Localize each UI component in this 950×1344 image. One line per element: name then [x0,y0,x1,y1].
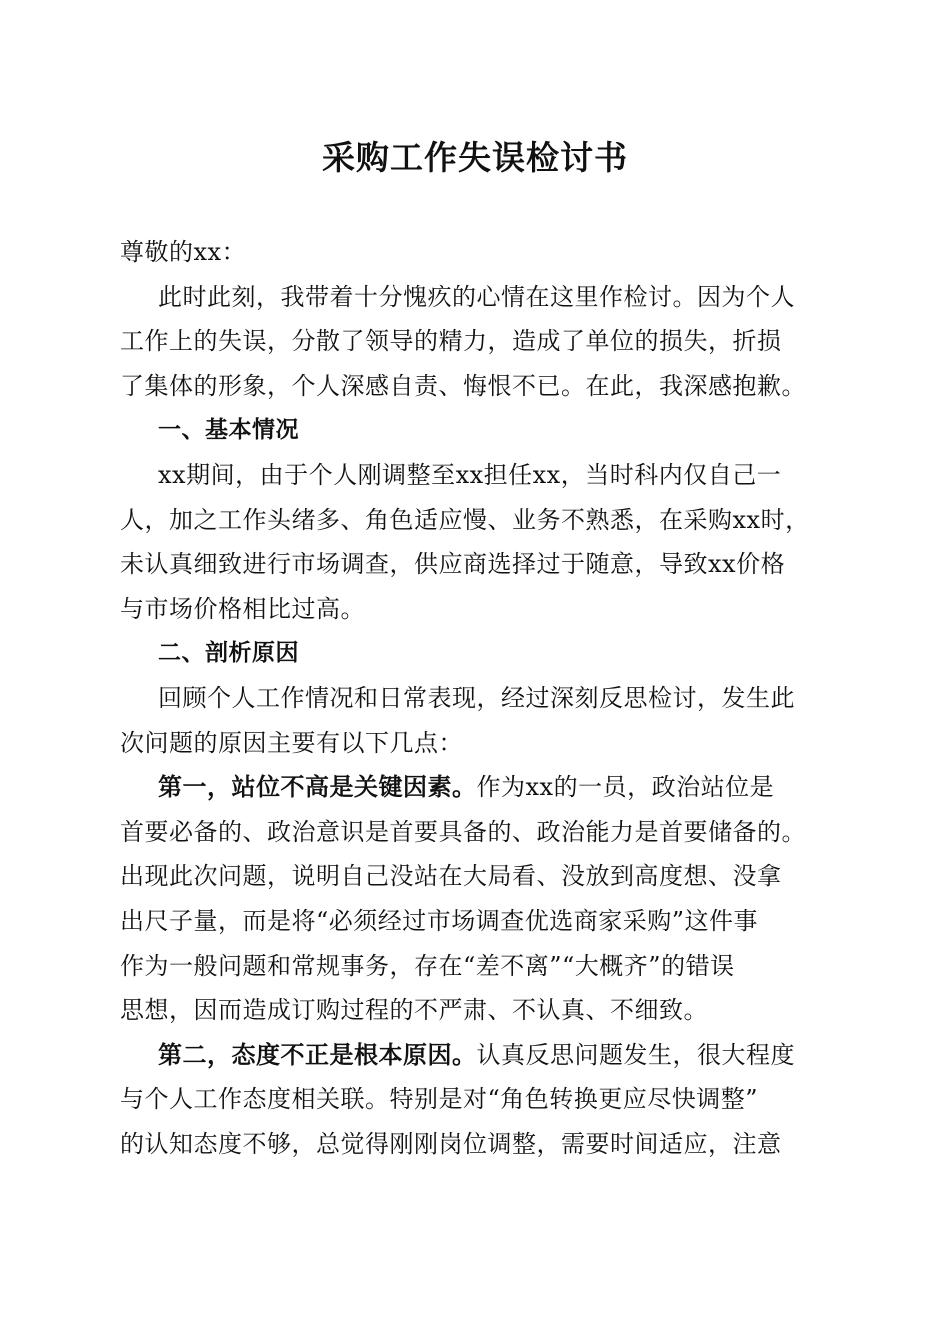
document-title: 采购工作失误检讨书 [322,138,628,177]
paragraph-line: 与个人工作态度相关联。特别是对“角色转换更应尽快调整” [120,1085,759,1114]
point-one-text: 作为xx的一员，政治站位是 [476,773,775,802]
paragraph-line: 回顾个人工作情况和日常表现，经过深刻反思检讨，发生此 [158,683,795,712]
section-heading-basic-situation: 一、基本情况 [158,417,299,444]
salutation: 尊敬的xx： [120,238,247,266]
section-heading-cause-analysis: 二、剖析原因 [158,640,299,667]
paragraph-line: 与市场价格相比过高。 [120,594,365,623]
document-body [120,230,840,1166]
paragraph-line: 作为一般问题和常规事务，存在“差不离”“大概齐”的错误 [120,951,735,980]
paragraph-line: 此时此刻，我带着十分愧疚的心情在这里作检讨。因为个人 [158,282,795,311]
paragraph-line: 出尺子量，而是将“必须经过市场调查优选商家采购”这件事 [120,906,759,935]
paragraph-line: 首要必备的、政治意识是首要具备的、政治能力是首要储备的。 [120,817,806,846]
paragraph-line [120,1033,840,1078]
paragraph-line: 次问题的原因主要有以下几点： [120,728,463,757]
paragraph-line: 思想，因而造成订购过程的不严肃、不认真、不细致。 [120,996,708,1025]
paragraph-line [120,765,840,810]
paragraph-line: 未认真细致进行市场调查，供应商选择过于随意，导致xx价格 [120,550,786,579]
paragraph-line: xx期间，由于个人刚调整至xx担任xx，当时科内仅自己一 [158,460,782,489]
paragraph-line: 了集体的形象，个人深感自责、悔恨不已。在此，我深感抱歉。 [120,371,806,400]
paragraph-line: 人，加之工作头绪多、角色适应慢、业务不熟悉，在采购xx时， [120,505,810,534]
paragraph-line: 的认知态度不够，总觉得刚刚岗位调整，需要时间适应，注意 [120,1129,782,1158]
point-two-text: 认真反思问题发生，很大程度 [476,1040,795,1069]
point-one-lead: 第一，站位不高是关键因素。 [158,772,477,802]
paragraph-line: 工作上的失误，分散了领导的精力，造成了单位的损失，折损 [120,327,782,356]
point-two-lead: 第二，态度不正是根本原因。 [158,1039,477,1069]
paragraph-line: 出现此次问题，说明自己没站在大局看、没放到高度想、没拿 [120,862,782,891]
